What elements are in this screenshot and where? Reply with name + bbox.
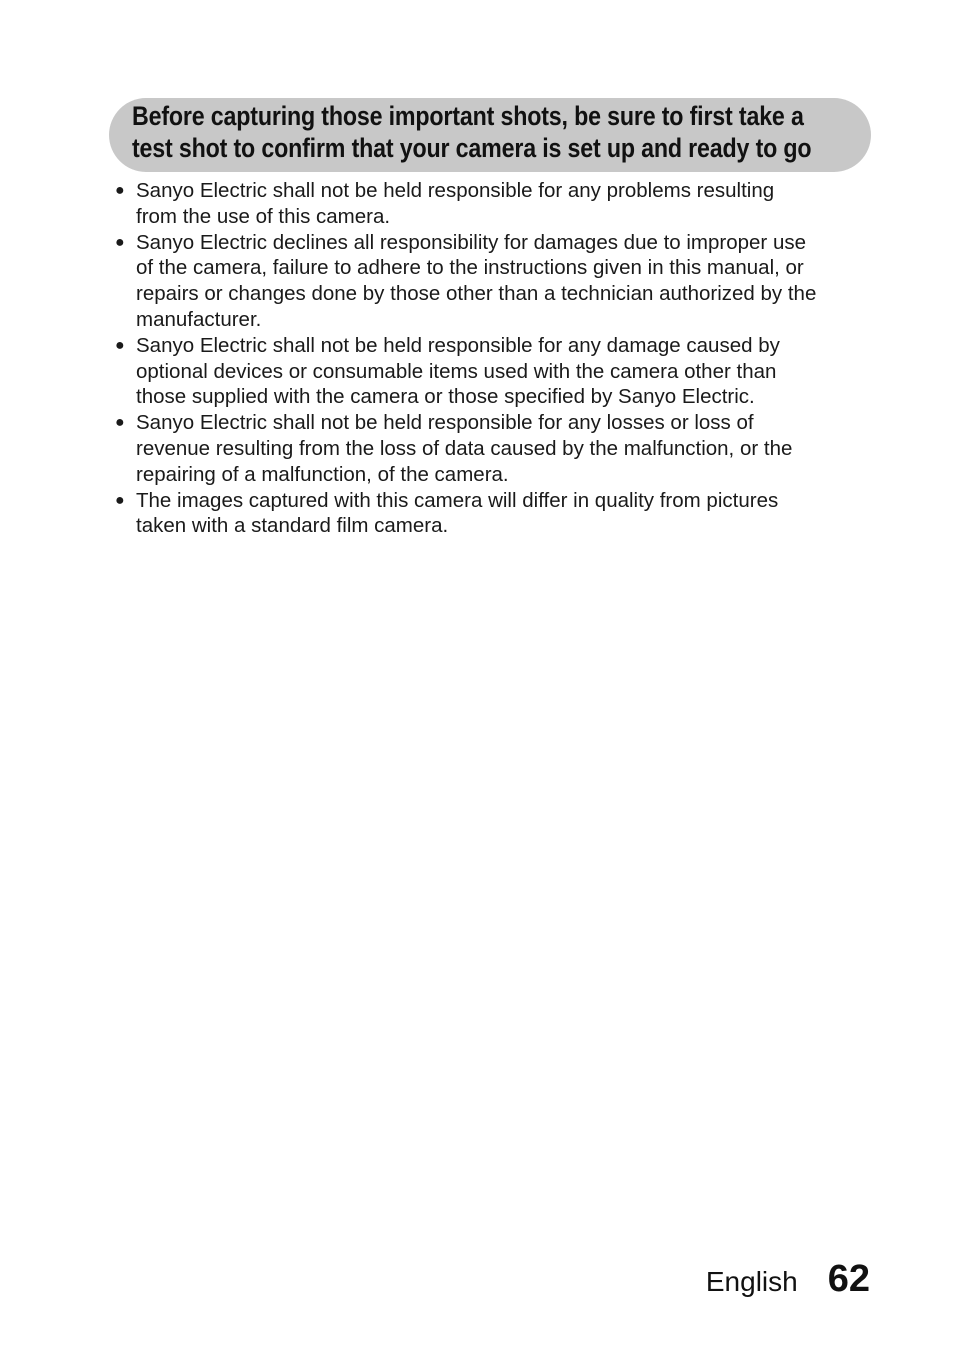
bullet-icon: ● bbox=[115, 182, 125, 199]
text-line: Sanyo Electric declines all responsibility for damages due to improper use bbox=[136, 230, 807, 254]
list-item bbox=[114, 178, 874, 230]
section-heading-line-1: Before capturing those important shots, be sure to first take a bbox=[132, 101, 804, 131]
section-heading bbox=[132, 100, 889, 164]
text-line: Sanyo Electric shall not be held responsible for any problems resulting bbox=[136, 179, 775, 202]
bullet-icon: ● bbox=[115, 414, 125, 432]
list-item bbox=[114, 333, 874, 410]
page-number: 62 bbox=[827, 1258, 870, 1300]
text-line: those supplied with the camera or those specified by Sanyo Electric. bbox=[136, 385, 755, 409]
footer-language: English bbox=[705, 1266, 798, 1297]
text-line: taken with a standard film camera. bbox=[136, 514, 449, 538]
text-line: revenue resulting from the loss of data caused by the malfunction, or the bbox=[136, 436, 793, 460]
text-line: Sanyo Electric shall not be held responsible for any losses or loss of bbox=[136, 411, 754, 435]
section-heading-box bbox=[109, 98, 871, 172]
text-line: Sanyo Electric shall not be held responsible for any damage caused by bbox=[136, 333, 780, 357]
text-line: repairing of a malfunction, of the camera. bbox=[136, 462, 509, 486]
list-item bbox=[114, 488, 874, 540]
text-line: optional devices or consumable items used with the camera other than bbox=[136, 359, 777, 383]
bullet-icon: ● bbox=[115, 233, 125, 251]
page-footer bbox=[706, 1258, 870, 1301]
list-item bbox=[114, 410, 874, 487]
list-item-text bbox=[136, 231, 816, 331]
text-line: from the use of this camera. bbox=[136, 204, 391, 228]
list-item-text bbox=[136, 334, 780, 409]
list-item-text bbox=[136, 179, 774, 228]
list-item bbox=[114, 230, 874, 333]
text-line: repairs or changes done by those other than a technician authorized by the bbox=[136, 282, 817, 306]
bullet-icon: ● bbox=[115, 336, 125, 354]
bullet-icon: ● bbox=[115, 491, 125, 509]
list-item-text bbox=[136, 489, 778, 538]
text-line: of the camera, failure to adhere to the instructions given in this manual, or bbox=[136, 256, 804, 280]
list-item-text bbox=[136, 411, 792, 486]
section-heading-line-2: test shot to confirm that your camera is set up and ready to go bbox=[132, 133, 812, 163]
text-line: The images captured with this camera will differ in quality from pictures bbox=[136, 488, 779, 512]
notice-list bbox=[114, 178, 874, 539]
text-line: manufacturer. bbox=[136, 307, 262, 331]
